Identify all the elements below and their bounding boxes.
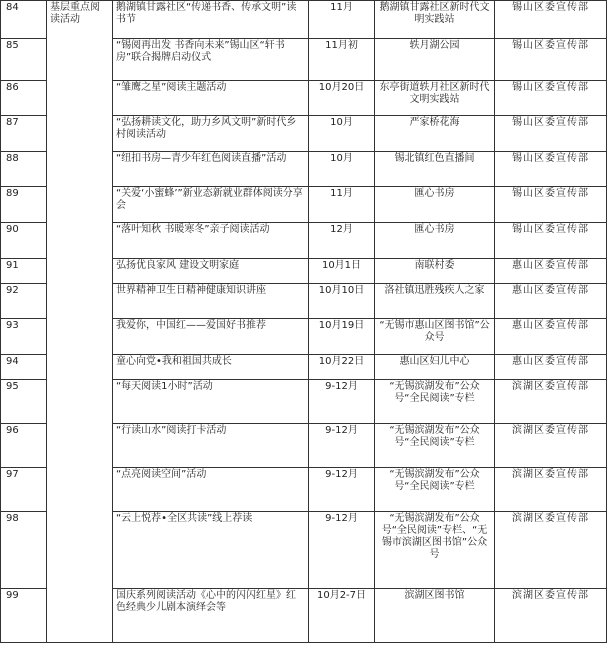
activity-place: “无锡市惠山区图书馆”公众号 bbox=[375, 319, 495, 355]
activity-time: 10月2-7日 bbox=[309, 589, 375, 643]
activity-time: 10月10日 bbox=[309, 283, 375, 319]
activity-place: “无锡滨湖发布”公众号“全民阅读”专栏 bbox=[375, 379, 495, 423]
row-number: 91 bbox=[1, 258, 47, 283]
activity-time: 12月 bbox=[309, 222, 375, 258]
activity-time: 10月19日 bbox=[309, 319, 375, 355]
activity-place: 滨湖区图书馆 bbox=[375, 589, 495, 643]
row-number: 96 bbox=[1, 423, 47, 467]
organizer: 锡山区委宣传部 bbox=[495, 222, 607, 258]
activity-name: “雏鹰之星”阅读主题活动 bbox=[113, 80, 309, 116]
activity-place: “无锡滨湖发布”公众号“全民阅读”专栏 bbox=[375, 423, 495, 467]
organizer: 锡山区委宣传部 bbox=[495, 187, 607, 223]
activity-time: 10月1日 bbox=[309, 258, 375, 283]
organizer: 锡山区委宣传部 bbox=[495, 151, 607, 187]
activity-time: 10月 bbox=[309, 151, 375, 187]
activity-time: 11月 bbox=[309, 187, 375, 223]
organizer: 锡山区委宣传部 bbox=[495, 80, 607, 116]
organizer: 惠山区委宣传部 bbox=[495, 319, 607, 355]
activity-time: 9-12月 bbox=[309, 467, 375, 511]
row-number: 94 bbox=[1, 354, 47, 379]
activity-name: “落叶知秋 书暖寒冬”亲子阅读活动 bbox=[113, 222, 309, 258]
activity-name: “行读山水”阅读打卡活动 bbox=[113, 423, 309, 467]
row-number: 85 bbox=[1, 38, 47, 80]
activity-name: 鹅湖镇甘露社区“传递书香、传承文明”读书节 bbox=[113, 1, 309, 39]
organizer: 滨湖区委宣传部 bbox=[495, 511, 607, 589]
activity-place: “无锡滨湖发布”公众号“全民阅读”专栏 bbox=[375, 467, 495, 511]
row-number: 87 bbox=[1, 116, 47, 152]
activity-place: 严家桥花海 bbox=[375, 116, 495, 152]
activity-time: 9-12月 bbox=[309, 379, 375, 423]
activity-time: 10月22日 bbox=[309, 354, 375, 379]
activity-name: “弘扬耕读文化，助力乡风文明”新时代乡村阅读活动 bbox=[113, 116, 309, 152]
activity-place: 锡北镇红色直播间 bbox=[375, 151, 495, 187]
activity-place: 匯心书房 bbox=[375, 187, 495, 223]
activity-time: 9-12月 bbox=[309, 423, 375, 467]
activity-place: 洛社镇迅胜残疾人之家 bbox=[375, 283, 495, 319]
activity-name: 世界精神卫生日精神健康知识讲座 bbox=[113, 283, 309, 319]
activity-place: 惠山区妇儿中心 bbox=[375, 354, 495, 379]
activity-name: 我爱你，中国红——爱国好书推荐 bbox=[113, 319, 309, 355]
organizer: 惠山区委宣传部 bbox=[495, 258, 607, 283]
activity-place: 匯心书房 bbox=[375, 222, 495, 258]
organizer: 锡山区委宣传部 bbox=[495, 1, 607, 39]
table-row bbox=[1, 1, 607, 39]
activity-name: 弘扬优良家风 建设文明家庭 bbox=[113, 258, 309, 283]
row-number: 89 bbox=[1, 187, 47, 223]
activity-time: 9-12月 bbox=[309, 511, 375, 589]
category-cell: 基层重点阅读活动 bbox=[47, 1, 113, 643]
activity-time: 11月初 bbox=[309, 38, 375, 80]
row-number: 97 bbox=[1, 467, 47, 511]
organizer: 滨湖区委宣传部 bbox=[495, 589, 607, 643]
organizer: 惠山区委宣传部 bbox=[495, 283, 607, 319]
organizer: 滨湖区委宣传部 bbox=[495, 467, 607, 511]
activity-name: “每天阅读1小时”活动 bbox=[113, 379, 309, 423]
organizer: 锡山区委宣传部 bbox=[495, 116, 607, 152]
row-number: 92 bbox=[1, 283, 47, 319]
activity-place: “无锡滨湖发布”公众号“全民阅读”专栏、“无锡市滨湖区图书馆”公众号 bbox=[375, 511, 495, 589]
organizer: 滨湖区委宣传部 bbox=[495, 379, 607, 423]
activity-place: 鹅湖镇甘露社区新时代文明实践站 bbox=[375, 1, 495, 39]
activity-name: 国庆系列阅读活动《心中的闪闪红星》红色经典少儿剧本演绎会等 bbox=[113, 589, 309, 643]
activity-name: 童心向党•我和祖国共成长 bbox=[113, 354, 309, 379]
row-number: 86 bbox=[1, 80, 47, 116]
organizer: 滨湖区委宣传部 bbox=[495, 423, 607, 467]
row-number: 90 bbox=[1, 222, 47, 258]
activity-name: “云上悦荐•全区共读”线上荐读 bbox=[113, 511, 309, 589]
row-number: 93 bbox=[1, 319, 47, 355]
activity-place: 南联村委 bbox=[375, 258, 495, 283]
row-number: 88 bbox=[1, 151, 47, 187]
activity-name: “关爱‘小蜜蜂’”新业态新就业群体阅读分享会 bbox=[113, 187, 309, 223]
activity-name: “纽扣书房—青少年红色阅读直播”活动 bbox=[113, 151, 309, 187]
row-number: 84 bbox=[1, 1, 47, 39]
row-number: 95 bbox=[1, 379, 47, 423]
activity-place: 东亭街道轶月社区新时代文明实践站 bbox=[375, 80, 495, 116]
row-number: 99 bbox=[1, 589, 47, 643]
activity-name: “锡阅再出发 书香向未来”锡山区“轩书房”联合揭牌启动仪式 bbox=[113, 38, 309, 80]
activity-time: 10月20日 bbox=[309, 80, 375, 116]
organizer: 锡山区委宣传部 bbox=[495, 38, 607, 80]
activity-place: 轶月湖公园 bbox=[375, 38, 495, 80]
table-body bbox=[1, 1, 607, 643]
activity-time: 10月 bbox=[309, 116, 375, 152]
activity-name: “点亮阅读空间”活动 bbox=[113, 467, 309, 511]
activity-time: 11月 bbox=[309, 1, 375, 39]
row-number: 98 bbox=[1, 511, 47, 589]
organizer: 惠山区委宣传部 bbox=[495, 354, 607, 379]
